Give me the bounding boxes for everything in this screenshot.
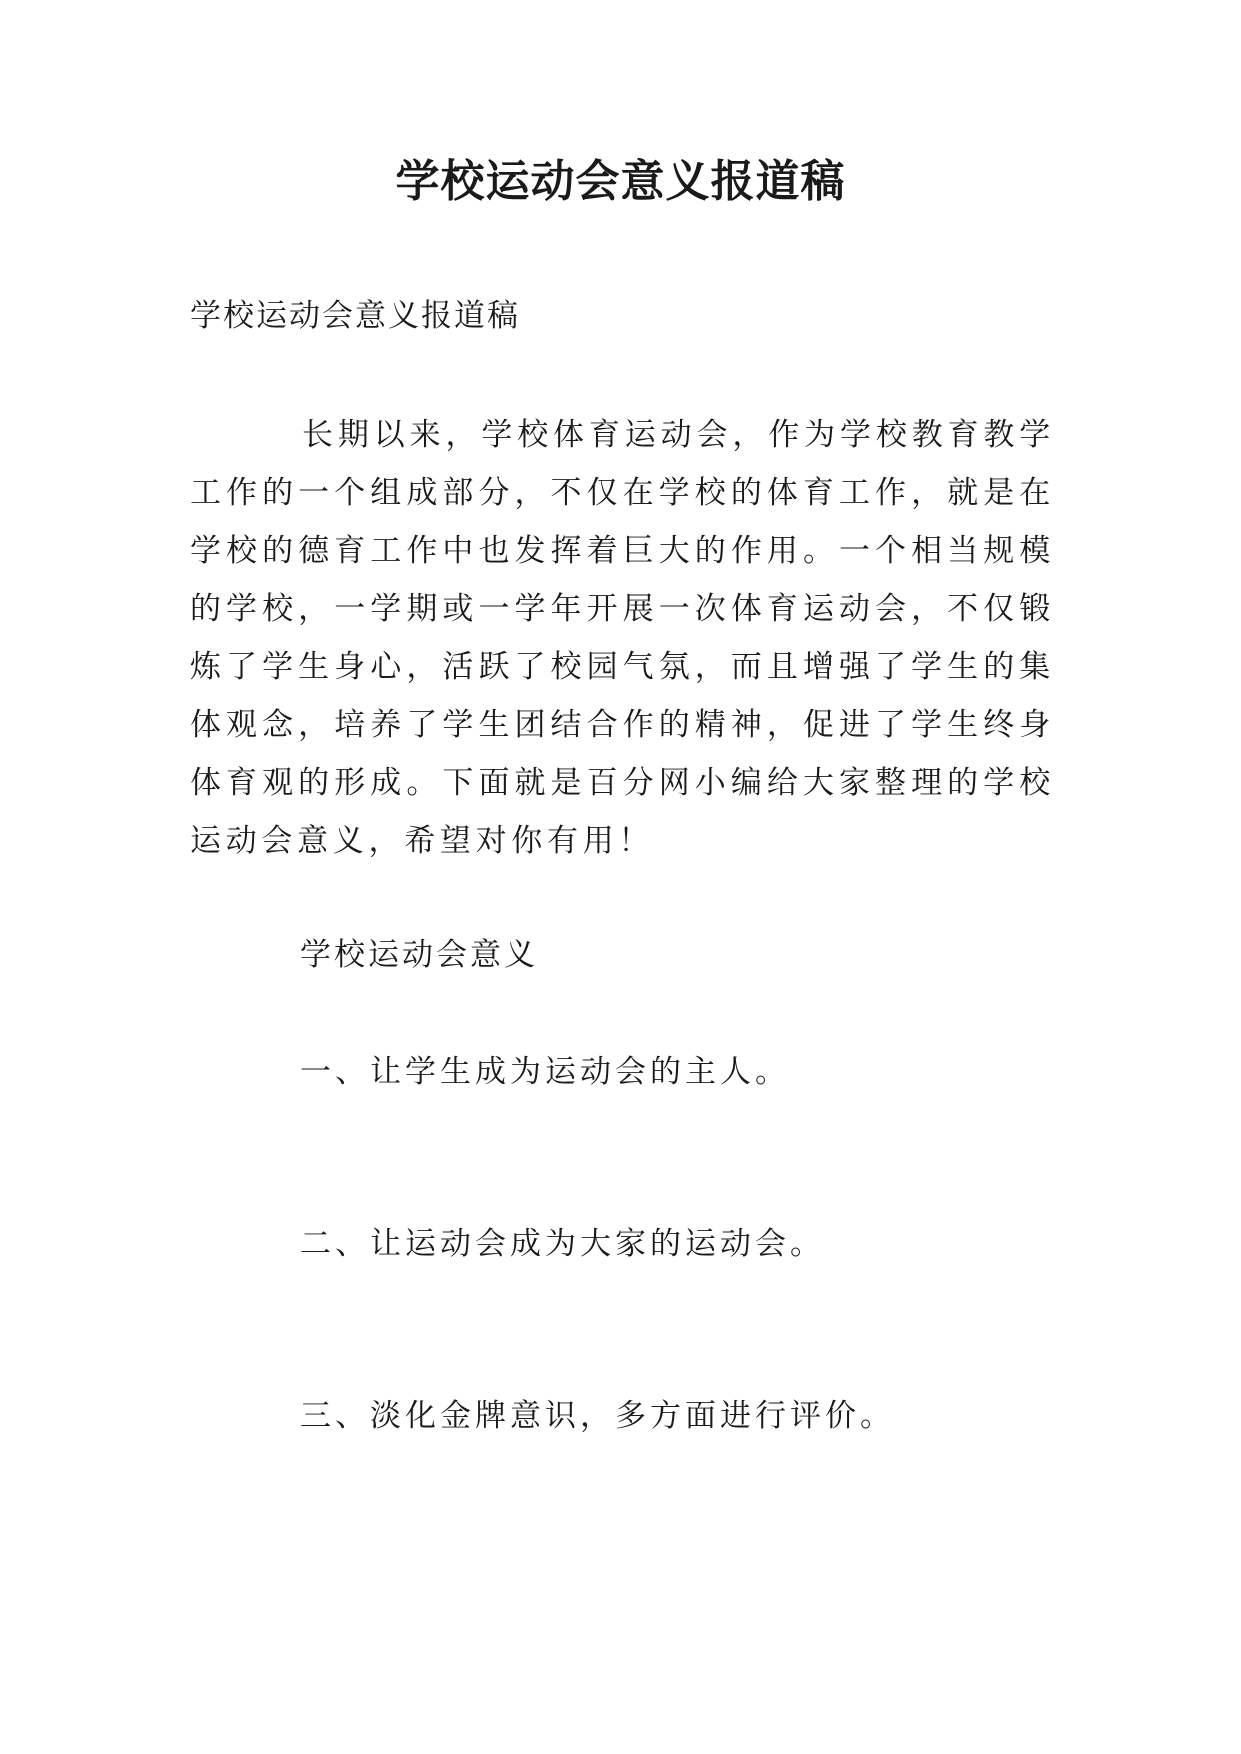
document-title: 学校运动会意义报道稿 — [395, 156, 846, 207]
list-item-point-3: 三、淡化金牌意识，多方面进行评价。 — [300, 1398, 895, 1434]
list-item-point-2: 二、让运动会成为大家的运动会。 — [300, 1226, 825, 1262]
intro-paragraph: 长期以来，学校体育运动会，作为学校教育教学工作的一个组成部分，不仅在学校的体育工作，就是在学校的德育工作中也发挥着巨大的作用。一个相当规模的学校，一学期或一学年开展一次体育运动会，不仅锻炼了学生身心，活跃了校园气氛，而且增强了学生的集体观念，培养了学生团结合作的精神，促进了学生终身体育观的形成。下面就是百分网小编给大家整理的学校运动会意义，希望对你有用！ — [190, 417, 1055, 859]
list-item-point-1: 一、让学生成为运动会的主人。 — [300, 1054, 790, 1090]
document-subtitle: 学校运动会意义报道稿 — [190, 298, 520, 334]
section-heading: 学校运动会意义 — [300, 937, 538, 973]
